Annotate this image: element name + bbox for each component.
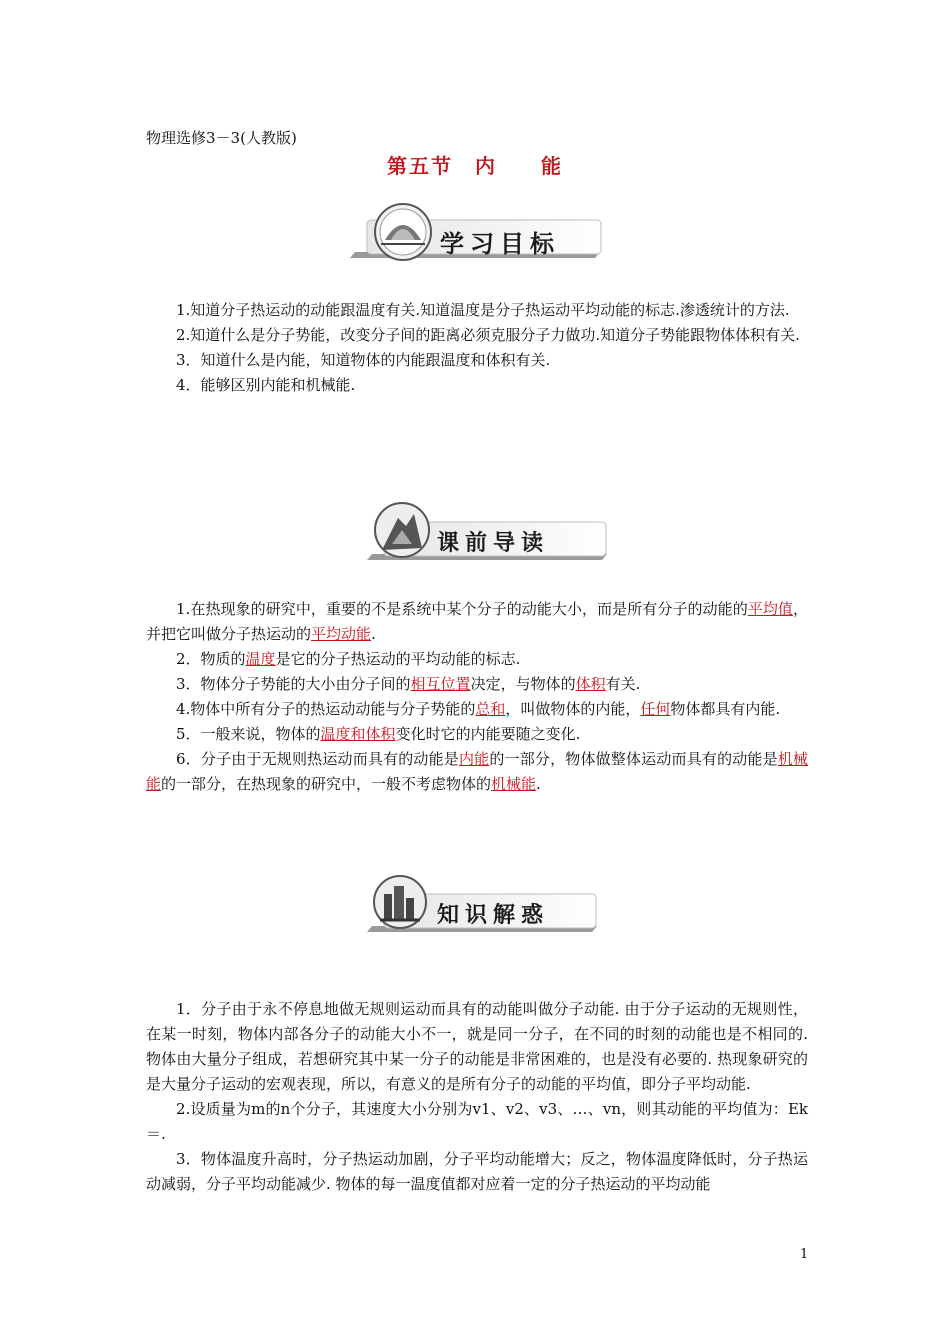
preread-item: 2．物质的温度是它的分子热运动的平均动能的标志.: [176, 650, 521, 668]
banner-goals-label: 学习目标: [440, 229, 560, 258]
banner-explain-label: 知识解惑: [437, 902, 550, 928]
preread-item: 5．一般来说，物体的温度和体积变化时它的内能要随之变化.: [176, 725, 581, 743]
page-title: 第五节 内 能: [387, 154, 563, 178]
answer-blank: 温度和体积: [320, 725, 396, 743]
answer-blank: 平均值: [747, 600, 793, 618]
goal-item: 4．能够区别内能和机械能.: [176, 376, 356, 394]
explain-item: 1．分子由于永不停息地做无规则运动而具有的动能叫做分子动能. 由于分子运动的无规则性，在某一时刻，物体内部各分子的动能大小不一，就是同一分子，在不同的时刻的动能也是不相同的. 物体由大量分子组成，若想研究其中某一分子的动能是非常困难的，也是没有必要的. 热现象研究的是大量分子运动的宏观表现，所以，有意义的是所有分子的动能的平均值，即分子平均动能.: [146, 1000, 808, 1093]
course-subtitle: 物理选修3－3(人教版): [146, 129, 297, 147]
answer-blank: 总和: [475, 700, 506, 718]
answer-blank: 内能: [458, 750, 490, 768]
page-number: 1: [800, 1247, 809, 1262]
banner-preread-label: 课前导读: [437, 530, 550, 556]
answer-blank: 机械能: [491, 775, 537, 793]
answer-blank: 平均动能: [311, 625, 372, 643]
goal-item: 3．知道什么是内能，知道物体的内能跟温度和体积有关.: [176, 351, 551, 369]
banner-preread: [362, 500, 612, 570]
goal-item: 2.知道什么是分子势能，改变分子间的距离必须克服分子力做功.知道分子势能跟物体体积有关.: [176, 326, 800, 344]
banner-explain: [362, 872, 602, 942]
preread-item: 3．物体分子势能的大小由分子间的相互位置决定，与物体的体积有关.: [176, 675, 641, 693]
answer-blank: 任何: [640, 700, 671, 718]
goal-item: 1.知道分子热运动的动能跟温度有关.知道温度是分子热运动平均动能的标志.渗透统计的方法.: [176, 301, 790, 319]
answer-blank: 相互位置: [410, 675, 471, 693]
answer-blank: 温度: [245, 650, 276, 668]
preread-item: 6．分子由于无规则热运动而具有的动能是内能的一部分，物体做整体运动而具有的动能是机械能的一部分，在热现象的研究中，一般不考虑物体的机械能.: [146, 750, 808, 793]
answer-blank: 体积: [575, 675, 606, 693]
preread-item: 1.在热现象的研究中，重要的不是系统中某个分子的动能大小，而是所有分子的动能的平均值，并把它叫做分子热运动的平均动能.: [146, 600, 808, 643]
goals-section: [146, 298, 808, 398]
answer-blank: 机械能: [146, 750, 808, 793]
explain-section: [146, 997, 808, 1197]
explain-item: 2.设质量为m的n个分子，其速度大小分别为v1、v2、v3、…、vn，则其动能的平均值为：Ek＝.: [146, 1100, 808, 1143]
banner-goals: [345, 200, 607, 270]
preread-item: 4.物体中所有分子的热运动动能与分子势能的总和，叫做物体的内能，任何物体都具有内能.: [176, 700, 781, 718]
preread-section: [146, 597, 808, 797]
explain-item: 3．物体温度升高时，分子热运动加剧，分子平均动能增大；反之，物体温度降低时，分子热运动减弱，分子平均动能减少. 物体的每一温度值都对应着一定的分子热运动的平均动能: [146, 1150, 808, 1193]
